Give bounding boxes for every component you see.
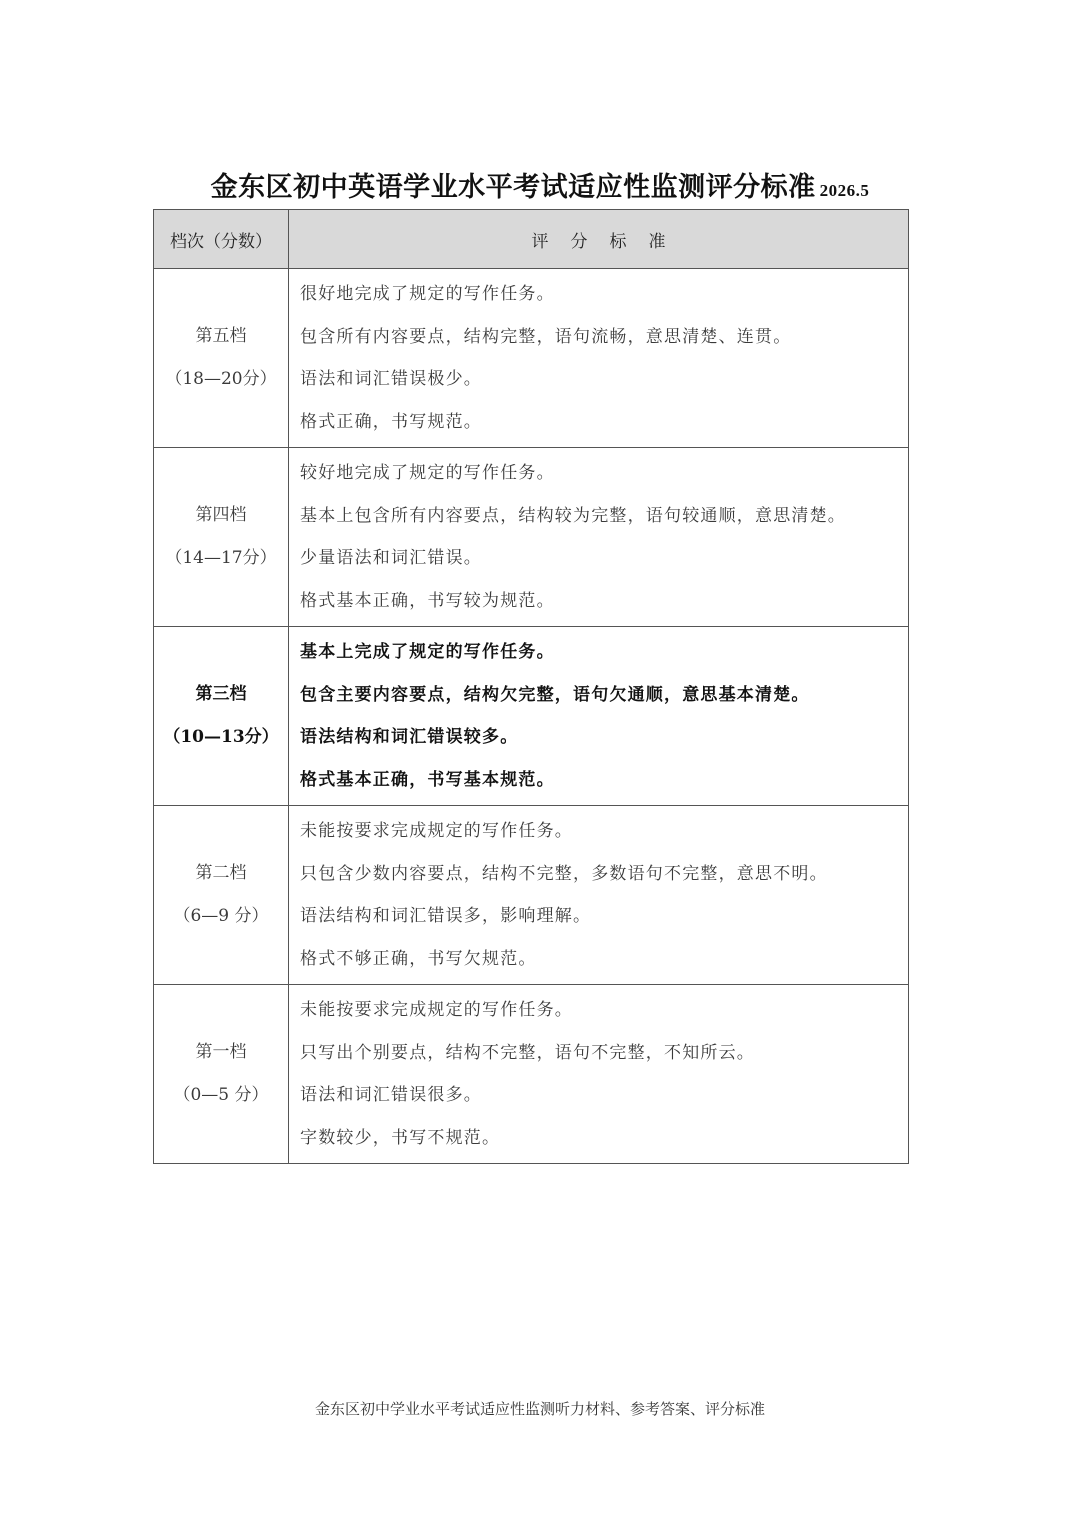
criteria-line: 少量语法和词汇错误。 — [300, 548, 482, 568]
criteria-cell — [289, 448, 909, 627]
criteria-line: 语法结构和词汇错误多，影响理解。 — [300, 906, 592, 926]
level-score: （14—17分） — [165, 548, 277, 568]
level-cell — [154, 985, 289, 1164]
footer-text: 金东区初中学业水平考试适应性监测听力材料、参考答案、评分标准 — [314, 1400, 765, 1418]
level-cell — [154, 269, 289, 448]
level-score: （6—9 分） — [173, 906, 269, 926]
page-title — [0, 165, 1080, 204]
title-main: 金东区初中英语学业水平考试适应性监测评分标准 — [210, 172, 816, 203]
criteria-line: 基本上完成了规定的写作任务。 — [300, 642, 555, 662]
header-level: 档次（分数） — [154, 210, 289, 269]
criteria-line: 未能按要求完成规定的写作任务。 — [300, 821, 573, 841]
header-criteria: 评分标准 — [289, 210, 909, 269]
level-name: 第二档 — [195, 863, 247, 883]
criteria-line: 格式基本正确，书写较为规范。 — [300, 590, 555, 611]
criteria-line: 包含所有内容要点，结构完整，语句流畅，意思清楚、连贯。 — [300, 326, 792, 347]
criteria-line: 较好地完成了规定的写作任务。 — [300, 463, 555, 483]
table-row — [154, 985, 909, 1164]
criteria-cell — [289, 269, 909, 448]
criteria-line: 未能按要求完成规定的写作任务。 — [300, 1000, 573, 1020]
table-header-row — [154, 210, 909, 269]
level-name: 第四档 — [195, 505, 247, 525]
criteria-line: 格式不够正确，书写欠规范。 — [300, 948, 537, 969]
level-score: （18—20分） — [165, 369, 277, 389]
table-row — [154, 269, 909, 448]
level-score: （0—5 分） — [173, 1085, 269, 1105]
table-row — [154, 448, 909, 627]
criteria-line: 包含主要内容要点，结构欠完整，语句欠通顺，意思基本清楚。 — [300, 684, 810, 705]
criteria-line: 格式基本正确，书写基本规范。 — [300, 769, 555, 790]
criteria-line: 基本上包含所有内容要点，结构较为完整，语句较通顺，意思清楚。 — [300, 505, 846, 526]
table-row — [154, 806, 909, 985]
level-cell — [154, 448, 289, 627]
criteria-line: 字数较少，书写不规范。 — [300, 1127, 501, 1148]
criteria-cell — [289, 627, 909, 806]
criteria-line: 很好地完成了规定的写作任务。 — [300, 284, 555, 304]
level-cell — [154, 806, 289, 985]
title-date: 2026.5 — [819, 181, 870, 200]
criteria-line: 语法和词汇错误很多。 — [300, 1085, 482, 1105]
criteria-cell — [289, 806, 909, 985]
rubric-table — [153, 209, 909, 1164]
level-name: 第五档 — [195, 326, 247, 346]
criteria-cell — [289, 985, 909, 1164]
level-name: 第一档 — [195, 1042, 247, 1062]
table-row — [154, 627, 909, 806]
criteria-line: 语法结构和词汇错误较多。 — [300, 727, 519, 747]
rubric-body — [154, 269, 909, 1164]
level-name: 第三档 — [195, 684, 247, 704]
level-cell — [154, 627, 289, 806]
criteria-line: 语法和词汇错误极少。 — [300, 369, 482, 389]
criteria-line: 只包含少数内容要点，结构不完整，多数语句不完整，意思不明。 — [300, 863, 828, 884]
criteria-line: 格式正确，书写规范。 — [300, 411, 482, 432]
criteria-line: 只写出个别要点，结构不完整，语句不完整，不知所云。 — [300, 1042, 755, 1063]
level-score: （10—13分） — [163, 727, 279, 747]
